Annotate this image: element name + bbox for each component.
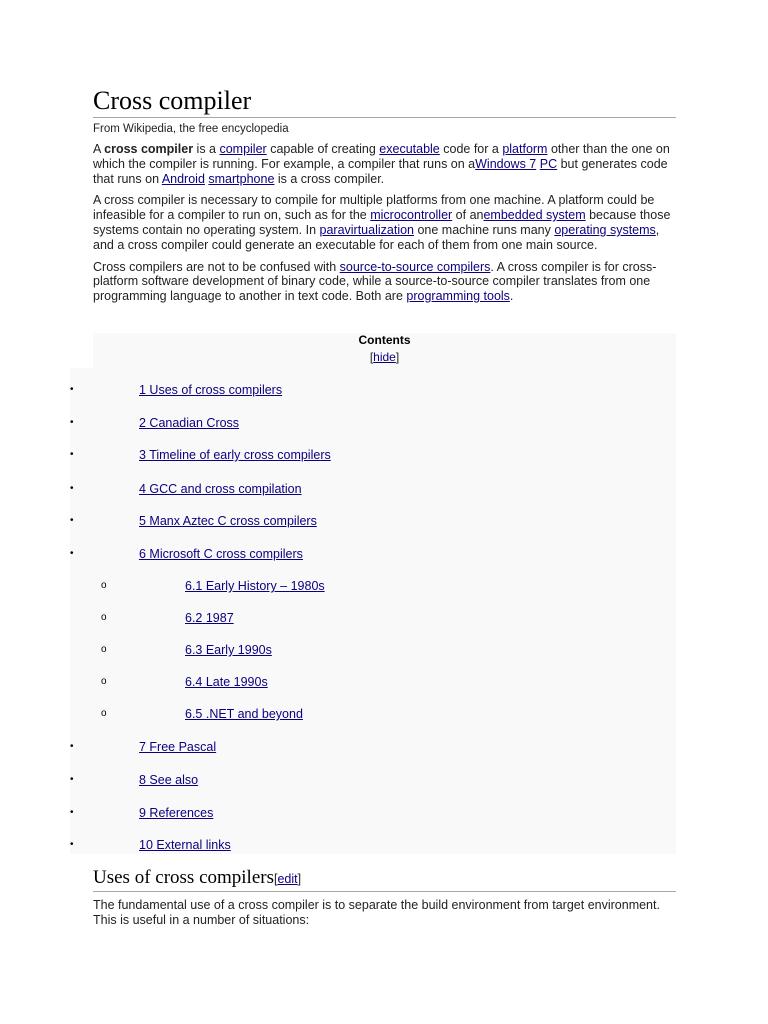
toc-link-gcc[interactable]: 4 GCC and cross compilation — [139, 482, 302, 496]
sub-bullet: o — [101, 708, 107, 719]
intro-paragraph-1 — [93, 142, 676, 186]
toc-subitem — [0, 674, 700, 690]
edit-bracket: [ — [274, 872, 278, 886]
intro-paragraph-2 — [93, 193, 676, 252]
text: of an — [452, 208, 484, 223]
toc-link-see-also[interactable]: 8 See also — [139, 773, 199, 787]
text: . A cross compiler is for cross-platform software development of binary code, while a source-to-source compiler translates from one programming language to another in text code. Both are — [93, 259, 657, 304]
toc-item — [0, 772, 700, 788]
link-pc[interactable]: PC — [539, 156, 558, 171]
link-smartphone[interactable]: smartphone — [208, 171, 275, 186]
bullet: • — [70, 384, 74, 395]
toc-title: Contents — [358, 333, 411, 347]
toc-subitem — [0, 642, 700, 658]
link-platform[interactable]: platform — [502, 142, 548, 156]
section-heading — [93, 866, 676, 892]
text: is a cross compiler. — [274, 171, 385, 186]
article-body — [93, 86, 676, 311]
bullet: • — [70, 839, 74, 850]
bullet: • — [70, 449, 74, 460]
sub-bullet: o — [101, 676, 107, 687]
bullet: • — [70, 741, 74, 752]
text: , and a cross compiler could generate an executable for each of them from one main source. — [93, 222, 660, 252]
text: but generates code that runs on — [93, 156, 668, 186]
bracket: [ — [369, 350, 374, 364]
link-embedded-system[interactable]: embedded system — [483, 208, 586, 223]
sub-bullet: o — [101, 612, 107, 623]
intro-paragraph-3 — [93, 260, 676, 304]
toc-item — [0, 481, 700, 497]
section-edit-link[interactable]: edit — [277, 872, 298, 886]
bullet: • — [70, 483, 74, 494]
toc-link-manx-aztec[interactable]: 5 Manx Aztec C cross compilers — [139, 514, 317, 528]
bracket: ] — [395, 350, 400, 364]
toc-subitem — [0, 706, 700, 722]
toc-subitem — [0, 578, 700, 594]
text: other than the one on which the compiler is running. For example, a compiler that runs on a — [93, 142, 670, 171]
bullet: • — [70, 515, 74, 526]
toc-link-microsoft-c[interactable]: 6 Microsoft C cross compilers — [139, 547, 303, 561]
toc-link-1987[interactable]: 6.2 1987 — [185, 611, 234, 625]
link-source-to-source-compilers[interactable]: source-to-source compilers — [339, 259, 491, 274]
sub-bullet: o — [101, 580, 107, 591]
link-programming-tools[interactable]: programming tools — [406, 289, 510, 304]
toc-item — [0, 382, 700, 398]
bullet: • — [70, 548, 74, 559]
toc-link-timeline[interactable]: 3 Timeline of early cross compilers — [139, 448, 331, 462]
edit-bracket: ] — [297, 872, 302, 886]
text: A cross compiler is necessary to compile for multiple platforms from one machine. A platform could be infeasible for a compiler to run on, such as for the — [93, 193, 655, 223]
text: A — [93, 142, 105, 156]
toc-subitem — [0, 610, 700, 626]
toc-link-early-history[interactable]: 6.1 Early History – 1980s — [185, 579, 325, 593]
bullet: • — [70, 417, 74, 428]
link-paravirtualization[interactable]: paravirtualization — [319, 222, 414, 237]
link-android[interactable]: Android — [161, 171, 205, 186]
site-tagline: From Wikipedia, the free encyclopedia — [93, 123, 289, 135]
toc-link-references[interactable]: 9 References — [139, 806, 214, 820]
bullet: • — [70, 774, 74, 785]
toc-link-canadian-cross[interactable]: 2 Canadian Cross — [139, 416, 240, 430]
link-executable[interactable]: executable — [379, 142, 440, 156]
section-title: Uses of cross compilers — [93, 867, 274, 888]
toc-hide-toggle — [93, 350, 676, 364]
text: . — [509, 289, 514, 304]
toc-item — [0, 805, 700, 821]
page-title: Cross compiler — [93, 86, 676, 118]
toc-item — [0, 739, 700, 755]
toc-link-free-pascal[interactable]: 7 Free Pascal — [139, 740, 217, 754]
toc-link-early-1990s[interactable]: 6.3 Early 1990s — [185, 643, 272, 657]
toc-link-uses[interactable]: 1 Uses of cross compilers — [139, 383, 283, 397]
link-compiler[interactable]: compiler — [219, 142, 267, 156]
toc-link-dotnet[interactable]: 6.5 .NET and beyond — [185, 707, 303, 721]
text: because those systems contain no operating system. In — [93, 208, 671, 237]
text: one machine runs many — [414, 222, 555, 237]
toc-hide-link[interactable]: hide — [373, 350, 396, 364]
bullet: • — [70, 807, 74, 818]
link-microcontroller[interactable]: microcontroller — [370, 208, 453, 223]
section-paragraph — [93, 898, 676, 935]
toc-item — [0, 447, 700, 463]
section-text: The fundamental use of a cross compiler is to separate the build environment from target environment. This is useful in a number of situations: — [93, 898, 660, 927]
toc-item — [0, 837, 700, 853]
toc-item — [0, 513, 700, 529]
toc-link-external-links[interactable]: 10 External links — [139, 838, 231, 852]
text: code for a — [439, 142, 503, 156]
sub-bullet: o — [101, 644, 107, 655]
text: Cross compilers are not to be confused with — [93, 259, 340, 274]
toc-item — [0, 546, 700, 562]
text: is a — [193, 142, 220, 156]
toc-link-late-1990s[interactable]: 6.4 Late 1990s — [185, 675, 268, 689]
link-operating-systems[interactable]: operating systems — [554, 222, 656, 237]
toc-item — [0, 415, 700, 431]
bold-term: cross compiler — [104, 142, 194, 156]
link-windows-7[interactable]: Windows 7 — [475, 156, 537, 171]
text: capable of creating — [266, 142, 380, 156]
